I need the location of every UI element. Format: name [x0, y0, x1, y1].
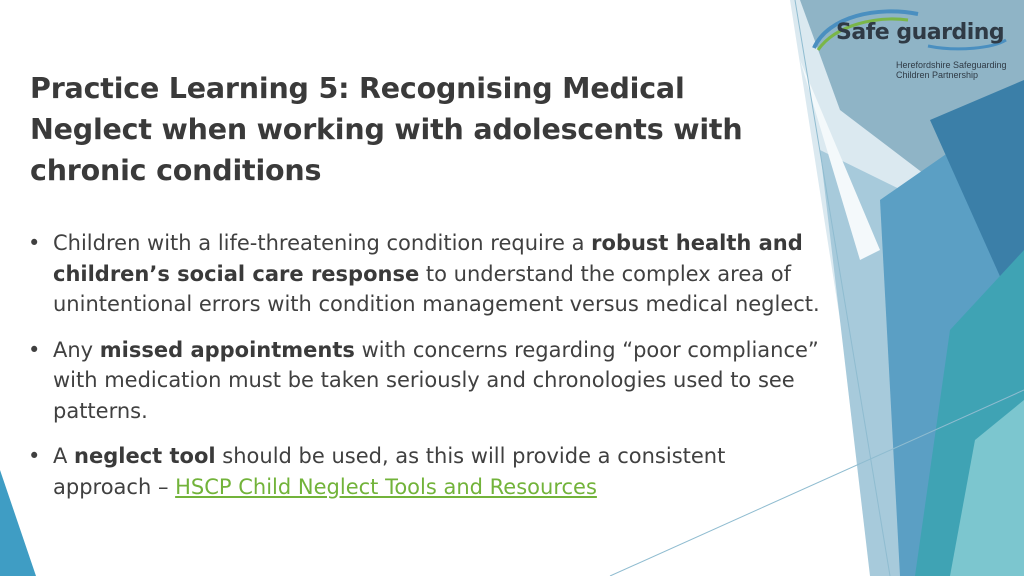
bullet-text-pre: Children with a life-threatening condition require a [53, 231, 592, 255]
bullet-item [28, 335, 828, 427]
hscp-neglect-tools-link[interactable]: HSCP Child Neglect Tools and Resources [175, 474, 597, 499]
bullet-marker: • [28, 231, 41, 255]
logo-subtitle [896, 60, 1021, 80]
safeguarding-logo [808, 6, 1018, 86]
bullet-text-pre: Any [53, 337, 100, 362]
bullet-marker: • [28, 444, 41, 468]
bullet-text-bold: neglect tool [74, 444, 216, 468]
bullet-text-post: to understand the complex area of unintentional errors with condition management versus medical neglect. [53, 261, 820, 316]
logo-subtitle-line2: Children Partnership [896, 70, 979, 80]
bullet-text-pre: A [53, 444, 75, 468]
logo-wordmark: Safe guarding [836, 20, 1005, 45]
bullet-list [28, 228, 828, 517]
bullet-text-post: should be used, as this will provide a consistent approach – [53, 444, 726, 499]
bullet-text-bold: missed appointments [99, 337, 355, 362]
bullet-marker: • [28, 337, 41, 362]
slide-title: Practice Learning 5: Recognising Medical Neglect when working with adolescents with chronic conditions [30, 72, 743, 187]
logo-subtitle-line1: Herefordshire Safeguarding [896, 60, 1007, 70]
bullet-text-bold: robust health and children’s social care response [53, 231, 803, 286]
bullet-item [28, 228, 828, 320]
bullet-item [28, 441, 828, 502]
bullet-text-post: with concerns regarding “poor compliance” with medication must be taken seriously and chronologies used to see patterns. [53, 337, 819, 423]
